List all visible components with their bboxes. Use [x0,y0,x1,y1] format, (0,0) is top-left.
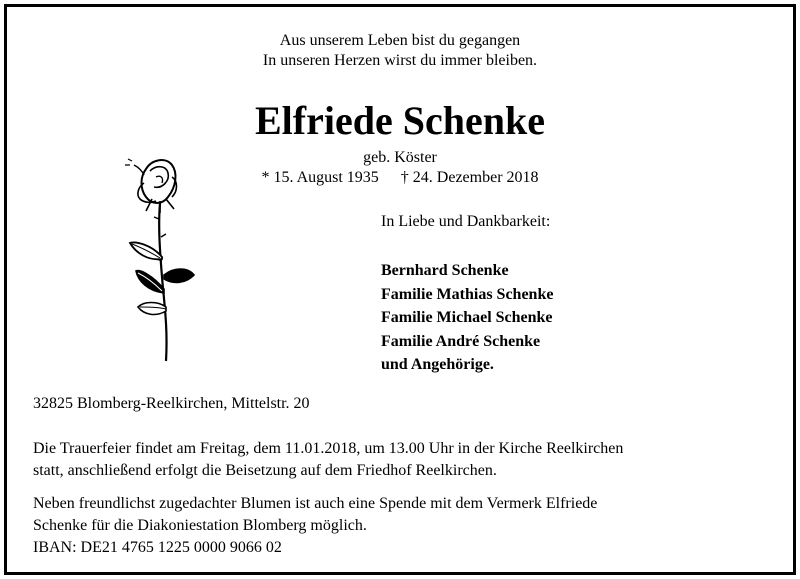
birth-name: geb. Köster [363,149,437,166]
mourner-name: Familie Michael Schenke [381,309,553,326]
funeral-info [33,438,778,482]
motto-line: In unseren Herzen wirst du immer bleiben. [262,52,538,69]
address: 32825 Blomberg-Reelkirchen, Mittelstr. 20 [33,395,310,412]
rose-icon [122,157,197,363]
mourner-name: Bernhard Schenke [381,262,509,279]
deceased-name: Elfriede Schenke [255,98,545,143]
motto [7,31,793,71]
birth-date: * 15. August 1935 [261,169,379,186]
mourner-name: und Angehörige. [381,356,494,373]
funeral-line: Die Trauerfeier findet am Freitag, dem 11.01.2018, um 13.00 Uhr in der Kirche Reelkirchen [33,440,624,457]
mourners-intro: In Liebe und Dankbarkeit: [381,213,551,230]
mourner-name: Familie André Schenke [381,332,541,350]
obituary-notice [4,4,796,575]
donation-line: Schenke für die Diakoniestation Blomberg möglich. [33,517,367,534]
mourner-name: Familie Mathias Schenke [381,285,554,303]
mourners-list [381,259,553,377]
death-date: † 24. Dezember 2018 [400,169,539,186]
donation-info [33,493,778,559]
iban: IBAN: DE21 4765 1225 0000 9066 02 [33,539,282,556]
donation-line: Neben freundlichst zugedachter Blumen ist auch eine Spende mit dem Vermerk Elfriede [33,495,598,512]
motto-line: Aus unserem Leben bist du gegangen [279,32,521,49]
funeral-line: statt, anschließend erfolgt die Beisetzung auf dem Friedhof Reelkirchen. [33,462,497,479]
